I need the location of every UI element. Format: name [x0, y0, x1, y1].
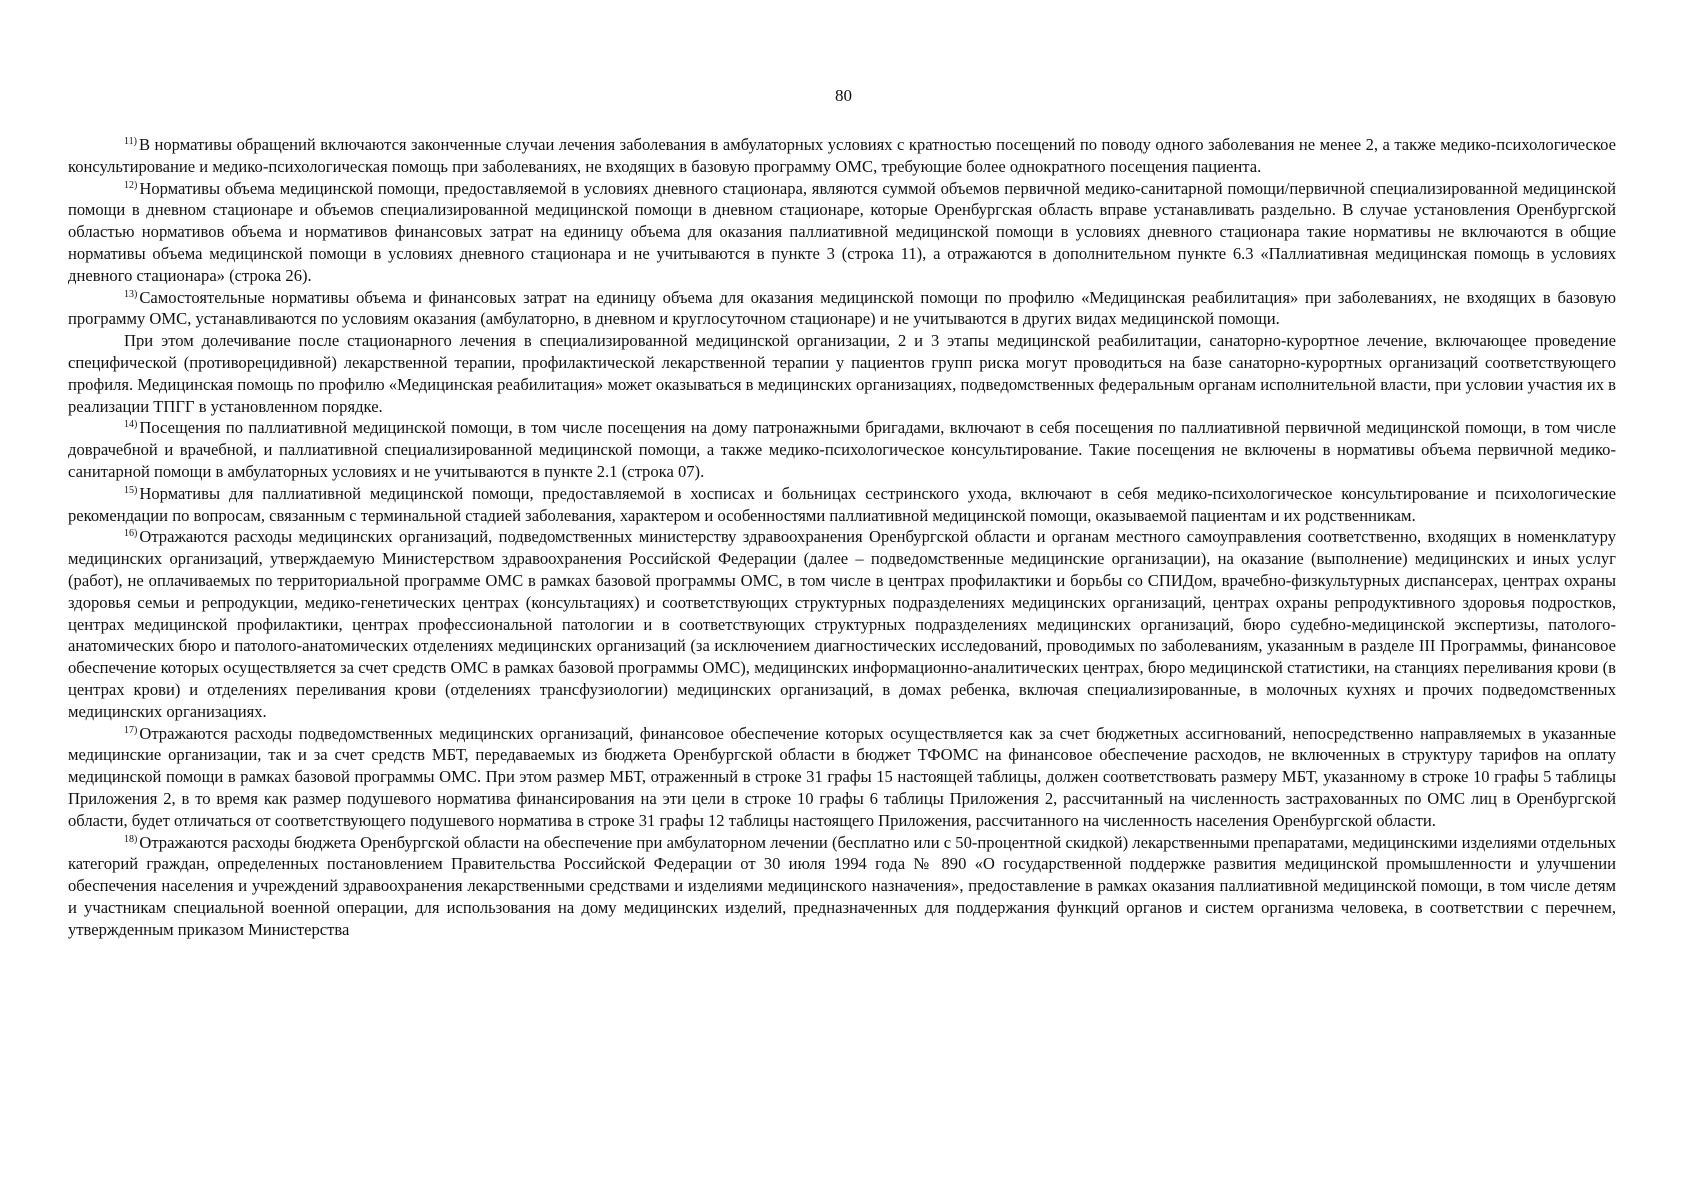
footnote-16 [68, 526, 1616, 722]
footnote-mark: 13) [124, 288, 138, 300]
footnotes-body [68, 134, 1616, 940]
footnote-text: В нормативы обращений включаются законченные случаи лечения заболевания в амбулаторных условиях с кратностью посещений по поводу одного заболевания не менее 2, а также медико-психологическое консультирование и медико-психологическая помощь при заболеваниях, не входящих в базовую программу ОМС, требующие более однократного посещения пациента. [68, 135, 1616, 176]
footnote-15 [68, 483, 1616, 527]
footnote-14 [68, 417, 1616, 482]
footnote-mark: 16) [124, 528, 138, 540]
footnote-text: Нормативы для паллиативной медицинской помощи, предоставляемой в хосписах и больницах сестринского ухода, включают в себя медико-психологическое консультирование и психологические рекомендации по вопросам, связанным с терминальной стадией заболевания, характером и особенностями паллиативной медицинской помощи, оказываемой пациентам и их родственникам. [68, 483, 1616, 525]
footnote-13-continuation [68, 330, 1616, 417]
footnote-text: Нормативы объема медицинской помощи, предоставляемой в условиях дневного стационара, являются суммой объемов первичной медико-санитарной помощи/первичной специализированной медицинской помощи в дневном стационаре и объемов специализированной медицинской помощи в дневном стационаре, которые Оренбургская область вправе устанавливать раздельно. В случае установления Оренбургской областью нормативов объема и нормативов финансовых затрат на единицу объема для оказания паллиативной медицинской помощи в условиях дневного стационара такие нормативы не включаются в общие нормативы объема медицинской помощи в условиях дневного стационара и не учитываются в пункте 3 (строка 11), а отражаются в дополнительном пункте 6.3 «Паллиативная медицинская помощь в условиях дневного стационара» (строка 26). [68, 178, 1616, 285]
footnote-11 [68, 134, 1616, 178]
footnote-17 [68, 723, 1616, 832]
footnote-text: Отражаются расходы подведомственных медицинских организаций, финансовое обеспечение которых осуществляется как за счет бюджетных ассигнований, непосредственно направляемых в указанные медицинские организации, так и за счет средств МБТ, передаваемых из бюджета Оренбургской области в бюджет ТФОМС на финансовое обеспечение расходов, не включенных в структуру тарифов на оплату медицинской помощи в рамках базовой программы ОМС. При этом размер МБТ, отраженный в строке 31 графы 15 настоящей таблицы, должен соответствовать размеру МБТ, указанному в строке 10 графы 5 таблицы Приложения 2, в то время как размер подушевого норматива финансирования на эти цели в строке 10 графы 6 таблицы Приложения 2, рассчитанный на численность застрахованных по ОМС лиц в Оренбургской области, будет отличаться от соответствующего подушевого норматива в строке 31 графы 12 таблицы настоящего Приложения, рассчитанного на численность населения Оренбургской области. [68, 723, 1616, 830]
footnote-mark: 11) [124, 136, 137, 147]
footnote-mark: 12) [124, 179, 138, 191]
footnote-text: Отражаются расходы бюджета Оренбургской области на обеспечение при амбулаторном лечении (бесплатно или с 50-процентной скидкой) лекарственными препаратами, медицинскими изделиями отдельных категорий граждан, определенных постановлением Правительства Российской Федерации от 30 июля 1994 года № 890 «О государственной поддержке развития медицинской промышленности и улучшении обеспечения населения и учреждений здравоохранения лекарственными средствами и изделиями медицинского назначения», предоставление в рамках оказания паллиативной медицинской помощи, в том числе детям и участникам специальной военной операции, для использования на дому медицинских изделий, предназначенных для поддержания функций органов и систем организма человека, в соответствии с перечнем, утвержденным приказом Министерства [68, 832, 1616, 939]
footnote-text: Посещения по паллиативной медицинской помощи, в том числе посещения на дому патронажными бригадами, включают в себя посещения по паллиативной первичной медицинской помощи, в том числе доврачебной и врачебной, и паллиативной специализированной медицинской помощи, а также медико-психологическое консультирование. Такие посещения не включены в нормативы объема первичной медико-санитарной помощи в амбулаторных условиях и не учитываются в пункте 2.1 (строка 07). [68, 418, 1616, 481]
footnote-mark: 17) [124, 724, 138, 736]
footnote-mark: 18) [124, 833, 138, 845]
footnote-12 [68, 178, 1616, 287]
footnote-mark: 14) [124, 419, 138, 431]
footnote-text: Отражаются расходы медицинских организаций, подведомственных министерству здравоохранения Оренбургской области и органам местного самоуправления соответственно, входящих в номенклатуру медицинских организаций, утверждаемую Министерством здравоохранения Российской Федерации (далее – подведомственные медицинские организации), на оказание (выполнение) медицинских и иных услуг (работ), не оплачиваемых по территориальной программе ОМС в рамках базовой программы ОМС, в том числе в центрах профилактики и борьбы со СПИДом, врачебно-физкультурных диспансерах, центрах охраны здоровья семьи и репродукции, медико-генетических центрах (консультациях) и соответствующих структурных подразделениях медицинских организаций, центрах охраны репродуктивного здоровья подростков, центрах медицинской профилактики, центрах профессиональной патологии и в соответствующих структурных подразделениях медицинских организаций, бюро судебно-медицинской экспертизы, патолого-анатомических бюро и патолого-анатомических отделениях медицинских организаций (за исключением диагностических исследований, проводимых по заболеваниям, указанным в разделе III Программы, финансовое обеспечение которых осуществляется за счет средств ОМС в рамках базовой программы ОМС), медицинских информационно-аналитических центрах, бюро медицинской статистики, на станциях переливания крови (в центрах крови) и отделениях переливания крови (отделениях трансфузиологии) медицинских организаций, в домах ребенка, включая специализированные, в молочных кухнях и прочих подведомственных медицинских организациях. [68, 527, 1616, 721]
footnote-text: При этом долечивание после стационарного лечения в специализированной медицинской организации, 2 и 3 этапы медицинской реабилитации, санаторно-курортное лечение, включающее проведение специфической (противорецидивной) лекарственной терапии, профилактической лекарственной терапии у пациентов групп риска могут проводиться на базе санаторно-курортных организаций соответствующего профиля. Медицинская помощь по профилю «Медицинская реабилитация» может оказываться в медицинских организациях, подведомственных федеральным органам исполнительной власти, при условии участия их в реализации ТПГГ в установленном порядке. [68, 331, 1616, 416]
footnote-text: Самостоятельные нормативы объема и финансовых затрат на единицу объема для оказания медицинской помощи по профилю «Медицинская реабилитация» при заболеваниях, не входящих в базовую программу ОМС, устанавливаются по условиям оказания (амбулаторно, в дневном и круглосуточном стационаре) и не учитываются в других видах медицинской помощи. [68, 287, 1616, 329]
page-number: 80 [835, 86, 852, 105]
footnote-18 [68, 832, 1616, 941]
footnote-13 [68, 287, 1616, 331]
footnote-mark: 15) [124, 484, 138, 496]
